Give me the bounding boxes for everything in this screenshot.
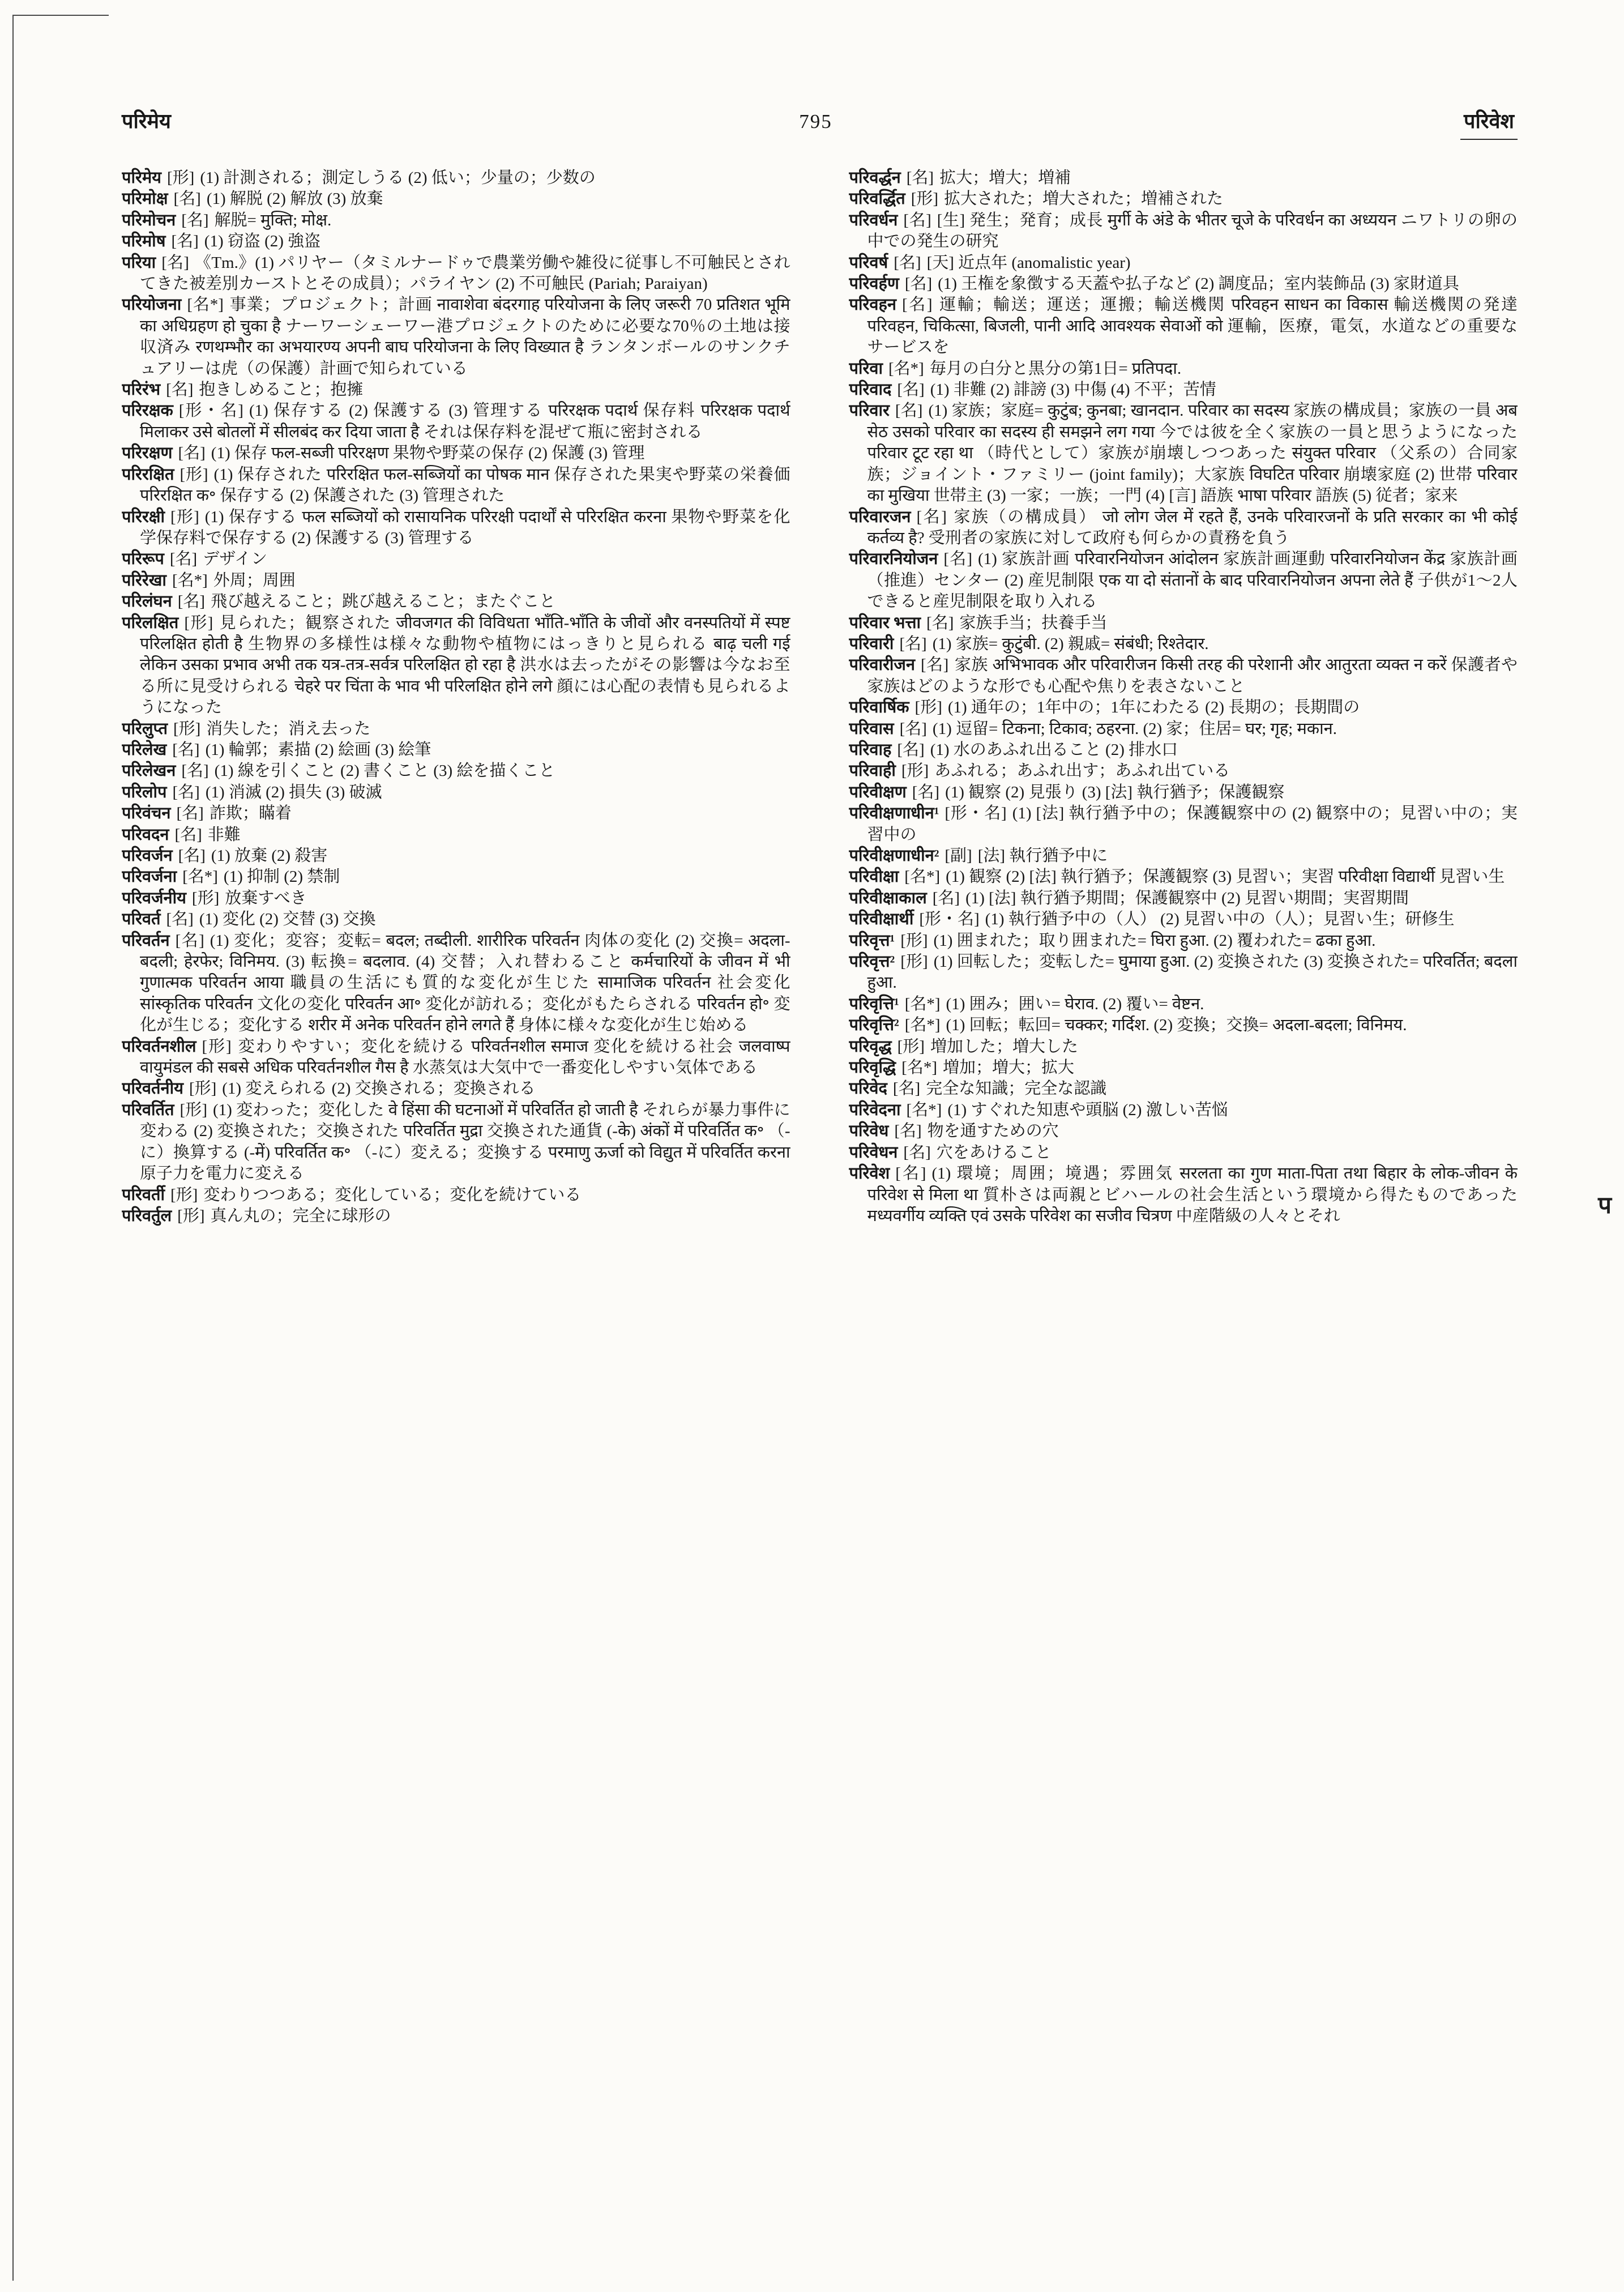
entry-pos: [名*] (901, 1058, 937, 1077)
entry-pos: [副] (945, 847, 972, 865)
entry-headword: परिवर्द्धन (849, 169, 901, 187)
dictionary-entry (849, 210, 1518, 253)
entry-pos: [形] (167, 169, 195, 187)
dictionary-entry (122, 443, 790, 464)
entry-headword: परिवंचन (122, 804, 171, 823)
entry-headword: परिवीक्षाकाल (849, 889, 927, 907)
dictionary-entry (122, 825, 790, 846)
entry-body: (1) 変えられる (2) 交換される；変換される (222, 1079, 536, 1098)
header-guide-word-left: परिमेय (122, 110, 171, 133)
entry-body: (1) 変化；変容；変転= बदल; तब्दीली. शारीरिक परिवर्तन 肉体の変化 (2) 交換= अदला-बदली; हेरफेर; विनिमय. (3) 転換= बदलाव. (4) 交替；入れ替わること कर्मचारियों के जीवन में भी गुणात्मक परिवर्तन आया 職員の生活にも質的な変化が生じた सामाजिक परिवर्तन 社会変化 सांस्कृतिक परिवर्तन 文化の変化 परिवर्तन आ॰ 変化が訪れる；変化がもたらされる परिवर्तन हो॰ 変化が生じる；変化する शरीर में अनेक परिवर्तन होने लगते हैं 身体に様々な変化が生じ始める (140, 931, 790, 1035)
entry-headword: परिलेखन (122, 762, 176, 780)
dictionary-entry (849, 719, 1518, 740)
entry-body: 放棄すべき (225, 889, 307, 907)
dictionary-entry (849, 846, 1518, 867)
entry-body: 非難 (207, 825, 241, 844)
entry-pos: [形] (900, 931, 928, 950)
entry-headword: परिवहन (849, 296, 896, 314)
entry-headword: परिवेदना (849, 1100, 901, 1119)
entry-body: (1) [法] 執行猶予中の；保護観察中の (2) 観察中の；見習い中の；実習中の (867, 804, 1518, 844)
dictionary-entry (849, 761, 1518, 782)
entry-pos: [名] (903, 211, 931, 229)
dictionary-entry (122, 549, 790, 570)
entry-headword: परिवीक्षण (849, 783, 907, 801)
dictionary-entry (122, 931, 790, 1036)
entry-body: 拡大された；増大された；増補された (944, 190, 1224, 208)
entry-headword: परिवेधन (849, 1143, 898, 1162)
dictionary-entry (849, 994, 1518, 1015)
entry-pos: [形・名] (919, 910, 980, 929)
dictionary-entry (849, 888, 1518, 909)
entry-headword: परिवर्तनीय (122, 1079, 183, 1098)
entry-pos: [名*] (906, 1100, 942, 1119)
entry-pos: [名] (895, 402, 923, 420)
entry-pos: [名] (892, 1079, 921, 1098)
entry-headword: परिवार्षिक (849, 698, 909, 717)
dictionary-entry (122, 210, 790, 231)
entry-pos: [形] (901, 762, 929, 780)
entry-headword: परिलंघन (122, 592, 172, 611)
entry-headword: परिलेख (122, 740, 167, 759)
entry-headword: परिरूप (122, 550, 164, 569)
thumb-index-letter: प (1598, 1193, 1612, 1219)
entry-headword: परिवाही (849, 762, 896, 780)
entry-pos: [名] (895, 1164, 926, 1183)
entry-pos: [名] (943, 550, 972, 569)
dictionary-entry (849, 1036, 1518, 1057)
entry-body: (1) 解脱 (2) 解放 (3) 放棄 (206, 190, 383, 208)
entry-body: (1) 窃盗 (2) 強盗 (204, 232, 321, 251)
entry-pos: [形] (897, 1037, 925, 1056)
dictionary-entry (849, 294, 1518, 358)
dictionary-entry (122, 1078, 790, 1099)
entry-pos: [名*] (904, 868, 941, 886)
entry-body: [天] 近点年 (anomalistic year) (926, 253, 1131, 272)
entry-pos: [名] (174, 825, 202, 844)
dictionary-entry (849, 1100, 1518, 1121)
entry-body: 真ん丸の；完全に球形の (210, 1206, 391, 1225)
dictionary-entry (849, 379, 1518, 400)
entry-body: (1) 回転した；変転した= घुमाया हुआ. (2) 変換された (3) 変換された= परिवर्तित; बदला हुआ. (867, 953, 1518, 992)
entry-headword: परिवर्तनशील (122, 1037, 196, 1056)
dictionary-columns (122, 168, 1518, 2252)
entry-pos: [名] (177, 592, 206, 611)
entry-headword: परिवर्ष (849, 253, 888, 272)
dictionary-entry (849, 507, 1518, 549)
entry-body: (1) 逗留= टिकना; टिकाव; ठहरना. (2) 家；住居= घर; गृह; मकान. (932, 719, 1337, 738)
dictionary-entry (849, 740, 1518, 761)
entry-pos: [名] (169, 550, 198, 569)
entry-body: (1) 保存 फल-सब्जी परिरक्षण 果物や野菜の保存 (2) 保護 (3) 管理 (211, 444, 645, 463)
dictionary-entry (849, 400, 1518, 506)
dictionary-entry (849, 1121, 1518, 1142)
dictionary-entry (849, 189, 1518, 210)
entry-body: (1) 変化 (2) 交替 (3) 交換 (199, 910, 376, 929)
entry-body: (1) 執行猶予中の（人） (2) 見習い中の（人）；見習い生；研修生 (985, 910, 1455, 929)
entry-pos: [名] (912, 783, 940, 801)
entry-pos: [名*] (904, 995, 941, 1013)
entry-pos: [名] (897, 740, 925, 759)
dictionary-entry (849, 253, 1518, 274)
entry-headword: परिमोचन (122, 211, 176, 229)
entry-headword: परिलोप (122, 783, 167, 801)
entry-body: 家族 अभिभावक और परिवारीजन किसी तरह की परेशानी और आतुरता व्यक्त न करें 保護者や家族はどのような形でも心配や焦りを表さないこと (867, 656, 1518, 695)
entry-body: 完全な知識；完全な認識 (926, 1079, 1107, 1098)
entry-pos: [名] (166, 910, 194, 929)
entry-headword: परिवर्जना (122, 868, 177, 886)
entry-pos: [名] (906, 169, 934, 187)
entry-body: (1) 非難 (2) 誹謗 (3) 中傷 (4) 不平；苦情 (930, 381, 1216, 399)
dictionary-entry (122, 782, 790, 803)
entry-body: (1) 囲まれた；取り囲まれた= घिरा हुआ. (2) 覆われた= ढका हुआ. (933, 931, 1376, 950)
entry-body: (1) 囲み；囲い= घेराव. (2) 覆い= वेष्टन. (946, 995, 1204, 1013)
entry-headword: परिवर्धन (849, 211, 898, 229)
entry-headword: परिलक्षित (122, 613, 179, 632)
entry-body: [法] 執行猶予中に (977, 847, 1108, 865)
entry-body: 運輸；輸送；運送；運搬；輸送機関 परिवहन साधन का विकास 輸送機関の発達 परिवहन, चिकित्सा, बिजली, पानी आदि आवश्यक सेवाओं को 運輸，医療，電気，水道などの重要なサービスを (867, 296, 1518, 357)
dictionary-entry (849, 274, 1518, 294)
entry-pos: [名] (899, 719, 927, 738)
page-number: 795 (799, 110, 832, 133)
entry-pos: [名] (894, 253, 921, 272)
entry-pos: [名] (932, 889, 960, 907)
entry-body: 抱きしめること；抱擁 (199, 381, 364, 399)
dictionary-entry (849, 549, 1518, 612)
entry-pos: [名] (894, 1122, 922, 1141)
entry-pos: [名] (181, 211, 209, 229)
entry-pos: [名] (178, 444, 206, 463)
entry-body: [生] 発生；発育；成長 मुर्गी के अंडे के भीतर चूजे के परिवर्धन का अध्ययन ニワトリの卵の中での発生の研究 (867, 211, 1518, 251)
dictionary-entry (122, 570, 790, 591)
dictionary-entry (122, 761, 790, 782)
entry-headword: परिवर्तुल (122, 1206, 172, 1225)
dictionary-entry (849, 909, 1518, 930)
dictionary-entry (122, 379, 790, 400)
entry-pos: [名] (904, 275, 933, 293)
dictionary-entry (849, 358, 1518, 379)
dictionary-entry (849, 782, 1518, 803)
entry-headword: परिवार (849, 402, 890, 420)
right-column (849, 168, 1518, 2252)
dictionary-entry (849, 634, 1518, 655)
page-frame-left-line (12, 15, 14, 2281)
entry-pos: [名] (926, 613, 954, 632)
entry-headword: परिवर्तन (122, 931, 170, 950)
dictionary-entry (849, 931, 1518, 951)
entry-pos: [名] (899, 634, 927, 653)
entry-headword: परिमोष (122, 232, 166, 251)
entry-pos: [形] (900, 953, 928, 971)
entry-body: (1) 水のあふれ出ること (2) 排水口 (930, 740, 1178, 759)
entry-body: 詐欺；瞞着 (209, 804, 292, 823)
entry-headword: परिलुप्त (122, 719, 168, 738)
dictionary-entry (849, 1057, 1518, 1078)
dictionary-entry (122, 400, 790, 443)
entry-headword: परिवा (849, 359, 883, 378)
entry-pos: [形] (173, 719, 201, 738)
dictionary-entry (122, 591, 790, 612)
entry-pos: [形] (170, 1185, 198, 1204)
dictionary-entry (122, 740, 790, 761)
dictionary-entry (122, 909, 790, 930)
entry-pos: [名*] (172, 571, 208, 590)
entry-body: (1) 変わった；変化した वे हिंसा की घटनाओं में परिवर्तित हो जाती है それらが暴力事件に変わる (2) 変換された；交換された परिवर्तित मुद्रा 交換された通貨 (-के) अंकों में परिवर्तित क॰ （-に）換算する (-में) परिवर्तित क॰ （-に）変える；変換する परमाणु ऊर्जा को विद्युत में परिवर्तित करना 原子力を電力に変える (140, 1100, 790, 1183)
entry-body: 解脱= मुक्ति; मोक्ष. (214, 211, 332, 229)
dictionary-entry (122, 507, 790, 549)
entry-headword: परिवारी (849, 634, 894, 653)
entry-pos: [名] (176, 804, 204, 823)
entry-body: (1) 計測される；測定しうる (2) 低い；少量の；少数の (200, 169, 596, 187)
entry-body: 事業；プロジェクト；計画 नावाशेवा बंदरगाह परियोजना के लिए जरूरी 70 प्रतिशत भूमि का अधिग्रहण हो चुका है ナーワーシェーワー港プロジェクトのために必要な70％の土地は接収済み रणथम्भौर का अभयारण्य अपनी बाघ परियोजना के लिए विख्यात है ランタンボールのサンクチュアリーは虎（の保護）計画で知られている (140, 296, 790, 378)
entry-headword: परिवीक्षा (849, 868, 899, 886)
dictionary-entry (122, 803, 790, 824)
entry-headword: परिवारजन (849, 507, 911, 526)
entry-headword: परिवाद (849, 381, 892, 399)
dictionary-entry (849, 1163, 1518, 1227)
entry-body: (1) 王権を象徴する天蓋や払子など (2) 調度品；室内装飾品 (3) 家財道具 (938, 275, 1459, 293)
entry-headword: परिवृद्ध (849, 1037, 892, 1056)
entry-headword: परिवारनियोजन (849, 550, 938, 569)
entry-headword: परिवर्हण (849, 275, 899, 293)
dictionary-entry (849, 613, 1518, 634)
entry-headword: परिवदन (122, 825, 169, 844)
entry-pos: [形] (184, 613, 213, 632)
entry-body: (1) 回転；転回= चक्कर; गर्दिश. (2) 変換；交換= अदला-बदला; विनिमय. (946, 1016, 1407, 1035)
entry-pos: [形] (180, 465, 208, 484)
entry-body: (1) 保存する (2) 保護する (3) 管理する परिरक्षक पदार्थ 保存料 परिरक्षक पदार्थ मिलाकर उसे बोतलों में सीलबंद कर दिया जाता है それは保存料を混ぜて瓶に密封される (140, 402, 790, 441)
entry-pos: [名] (166, 381, 194, 399)
dictionary-entry (849, 1015, 1518, 1036)
dictionary-entry (849, 867, 1518, 887)
entry-body: デザイン (203, 550, 268, 569)
dictionary-entry (849, 168, 1518, 189)
entry-headword: परिवेद (849, 1079, 887, 1098)
entry-headword: परिमोक्ष (122, 190, 168, 208)
entry-body: 穴をあけること (936, 1143, 1052, 1162)
dictionary-entry (122, 846, 790, 867)
dictionary-entry (122, 888, 790, 909)
entry-pos: [形] (191, 889, 220, 907)
header-guide-word-right: परिवेश (1460, 106, 1518, 140)
entry-pos: [名] (161, 253, 189, 272)
entry-headword: परिमेय (122, 169, 162, 187)
entry-body: あふれる；あふれ出す；あふれ出ている (934, 762, 1230, 780)
entry-headword: परिरक्षी (122, 507, 165, 526)
entry-body: 《Tm.》(1) パリヤー（タミルナードゥで農業労働や雑役に従事し不可触民とされてきた被差別カーストとその成員）；パライヤン (2) 不可触民 (Pariah; Paraiyan) (140, 253, 790, 293)
page-frame-top-line (12, 15, 109, 16)
page-header (122, 106, 1518, 140)
entry-pos: [名] (916, 507, 947, 526)
dictionary-entry (849, 1078, 1518, 1099)
entry-body: (1) 抑制 (2) 禁制 (223, 868, 340, 886)
dictionary-entry (122, 719, 790, 740)
entry-headword: परिरंभ (122, 381, 161, 399)
entry-headword: परिवर्जनीय (122, 889, 186, 907)
dictionary-entry (122, 464, 790, 507)
entry-pos: [形] (202, 1037, 232, 1056)
entry-body: 変わりやすい；変化を続ける परिवर्तनशील समाज 変化を続ける社会 जलवाष्प वायुमंडल की सबसे अधिक परिवर्तनशील गैस है 水蒸気は大気中で一番変化しやすい気体である (140, 1037, 790, 1077)
entry-pos: [名*] (904, 1016, 941, 1035)
entry-body: (1) 通年の；1年中の；1年にわたる (2) 長期の；長期間の (947, 698, 1360, 717)
dictionary-entry (122, 294, 790, 379)
entry-pos: [名*] (182, 868, 218, 886)
entry-body: 拡大；増大；増補 (939, 169, 1071, 187)
entry-headword: परिवीक्षार्थी (849, 910, 914, 929)
entry-pos: [名] (178, 847, 206, 865)
entry-headword: परिवारीजन (849, 656, 915, 675)
entry-headword: परिवर्जन (122, 847, 173, 865)
entry-body: (1) 保存する फल सब्जियों को रासायनिक परिरक्षी पदार्थों से परिरक्षित करना 果物や野菜を化学保存料で保存する (2) 保護する (3) 管理する (140, 507, 790, 547)
entry-body: (1) 保存された परिरक्षित फल-सब्जियों का पोषक मान 保存された果実や野菜の栄養価 परिरक्षित क॰ 保存する (2) 保護された (3) 管理された (140, 465, 790, 505)
entry-pos: [形] (911, 190, 939, 208)
entry-body: (1) 観察 (2) [法] 執行猶予；保護観察 (3) 見習い；実習 परिवीक्षा विद्यार्थी 見習い生 (946, 868, 1505, 886)
entry-pos: [名] (171, 232, 199, 251)
entry-body: (1) 消滅 (2) 損失 (3) 破滅 (205, 783, 382, 801)
entry-body: (1) 環境；周囲；境遇；雰囲気 सरलता का गुण माता-पिता तथा बिहार के लोक-जीवन के परिवेश से मिला था 質朴さは両親とビハールの社会生活という環境から得たものであった मध्यवर्गीय व्यक्ति एवं उसके परिवेश का सजीव चित्रण 中産階級の人々とそれ (867, 1164, 1518, 1225)
dictionary-entry (122, 231, 790, 252)
entry-pos: [名] (897, 381, 925, 399)
dictionary-entry (122, 1185, 790, 1206)
entry-body: 変わりつつある；変化している；変化を続けている (203, 1185, 582, 1204)
entry-headword: परिवार भत्ता (849, 613, 921, 632)
entry-headword: परिवेध (849, 1122, 889, 1141)
entry-body: 毎月の白分と黒分の第1日= प्रतिपदा. (929, 359, 1182, 378)
entry-headword: परिवृत्त² (849, 953, 895, 971)
dictionary-entry (849, 951, 1518, 994)
dictionary-entry (122, 1036, 790, 1079)
entry-body: (1) 家族；家庭= कुटुंब; कुनबा; खानदान. परिवार का सदस्य 家族の構成員；家族の一員 अब सेठ उसको परिवार का सदस्य ही समझने लग गया 今では彼を全く家族の一員と思うようになった परिवार टूट रहा था （時代として）家族が崩壊しつつあった संयुक्त परिवार （父系の）合同家族；ジョイント・ファミリー (joint family)；大家族 विघटित परिवार 崩壊家庭 (2) 世帯 परिवार का मुखिया 世帯主 (3) 一家；一族；一門 (4) [言] 語族 भाषा परिवार 語族 (5) 従者；家来 (867, 402, 1518, 505)
entry-headword: परिवर्ती (122, 1185, 165, 1204)
entry-body: 見られた；観察された जीवजगत की विविधता भाँति-भाँति के जीवों और वनस्पतियों में स्पष्ट परिलक्षित होती है 生物界の多様性は様々な動物や植物にはっきりと見られる बाढ़ चली गई लेकिन उसका प्रभाव अभी तक यत्र-तत्र-सर्वत्र परिलक्षित हो रहा है 洪水は去ったがその影響は今なお至る所に見受けられる चेहरे पर चिंता के भाव भी परिलक्षित होने लगे 顔には心配の表情も見られるようになった (140, 613, 790, 717)
entry-body: (1) 輪郭；素描 (2) 絵画 (3) 絵筆 (205, 740, 431, 759)
entry-body: (1) 家族= कुटुंबी. (2) 親戚= संबंधी; रिश्तेदार. (932, 634, 1209, 653)
entry-pos: [形] (180, 1100, 208, 1119)
entry-headword: परिया (122, 253, 156, 272)
entry-pos: [形・名] (178, 402, 243, 420)
entry-headword: परिवीक्षणाधीन¹ (849, 804, 939, 823)
entry-headword: परिवृत्ति² (849, 1016, 899, 1035)
entry-pos: [名] (181, 762, 209, 780)
entry-pos: [形] (177, 1206, 205, 1225)
entry-body: (1) すぐれた知恵や頭脳 (2) 激しい苦悩 (947, 1100, 1228, 1119)
dictionary-entry (122, 253, 790, 295)
entry-pos: [名] (173, 190, 201, 208)
entry-headword: परिरक्षित (122, 465, 174, 484)
dictionary-entry (122, 867, 790, 887)
entry-headword: परिवर्तित (122, 1100, 174, 1119)
entry-headword: परिरेखा (122, 571, 166, 590)
dictionary-entry (849, 655, 1518, 697)
entry-pos: [名] (175, 931, 204, 950)
entry-headword: परिवाह (849, 740, 892, 759)
entry-body: (1) 線を引くこと (2) 書くこと (3) 絵を描くこと (214, 762, 555, 780)
dictionary-entry (849, 803, 1518, 846)
entry-body: (1) 観察 (2) 見張り (3) [法] 執行猶予；保護観察 (945, 783, 1285, 801)
entry-pos: [形・名] (945, 804, 1007, 823)
entry-body: (1) 放棄 (2) 殺害 (211, 847, 328, 865)
entry-pos: [形] (170, 507, 199, 526)
entry-pos: [名] (172, 783, 200, 801)
dictionary-entry (122, 613, 790, 719)
entry-pos: [名*] (187, 296, 224, 314)
entry-headword: परिरक्षक (122, 402, 173, 420)
entry-headword: परियोजना (122, 296, 182, 314)
entry-pos: [形] (189, 1079, 217, 1098)
entry-body: 増加；増大；拡大 (942, 1058, 1074, 1077)
entry-body: 物を通すための穴 (927, 1122, 1059, 1141)
entry-body: 増加した；増大した (930, 1037, 1078, 1056)
entry-pos: [名] (920, 656, 949, 675)
entry-headword: परिवीक्षणाधीन² (849, 847, 939, 865)
entry-body: 家族手当；扶養手当 (959, 613, 1108, 632)
entry-body: (1) [法] 執行猶予期間；保護観察中 (2) 見習い期間；実習期間 (965, 889, 1409, 907)
entry-headword: परिवर्द्धित (849, 190, 905, 208)
entry-pos: [名] (172, 740, 200, 759)
entry-pos: [名] (901, 296, 933, 314)
entry-headword: परिवर्त (122, 910, 161, 929)
dictionary-entry (122, 168, 790, 189)
left-column (122, 168, 790, 2252)
entry-headword: परिवेश (849, 1164, 890, 1183)
entry-headword: परिवृत्ति¹ (849, 995, 899, 1013)
dictionary-entry (122, 189, 790, 210)
dictionary-entry (122, 1206, 790, 1227)
entry-headword: परिवास (849, 719, 894, 738)
dictionary-entry (849, 697, 1518, 718)
entry-body: 家族（の構成員） जो लोग जेल में रहते हैं, उनके परिवारजनों के प्रति सरकार का भी कोई कर्तव्य है? 受刑者の家族に対して政府も何らかの責務を負う (867, 507, 1518, 547)
entry-headword: परिवृद्धि (849, 1058, 896, 1077)
entry-headword: परिरक्षण (122, 444, 173, 463)
dictionary-entry (849, 1142, 1518, 1163)
dictionary-entry (122, 1100, 790, 1185)
entry-pos: [名] (903, 1143, 931, 1162)
entry-body: 飛び越えること；跳び越えること；またぐこと (211, 592, 556, 611)
entry-pos: [名*] (888, 359, 924, 378)
entry-body: 消失した；消え去った (206, 719, 371, 738)
entry-pos: [形] (914, 698, 942, 717)
entry-headword: परिवृत्त¹ (849, 931, 895, 950)
entry-body: (1) 家族計画 परिवारनियोजन आंदोलन 家族計画運動 परिवारनियोजन केंद्र 家族計画（推進）センター (2) 産児制限 एक या दो संतानों के बाद परिवारनियोजन अपना लेते हैं 子供が1〜2人できると産児制限を取り入れる (867, 550, 1518, 611)
entry-body: 外周；周囲 (213, 571, 296, 590)
